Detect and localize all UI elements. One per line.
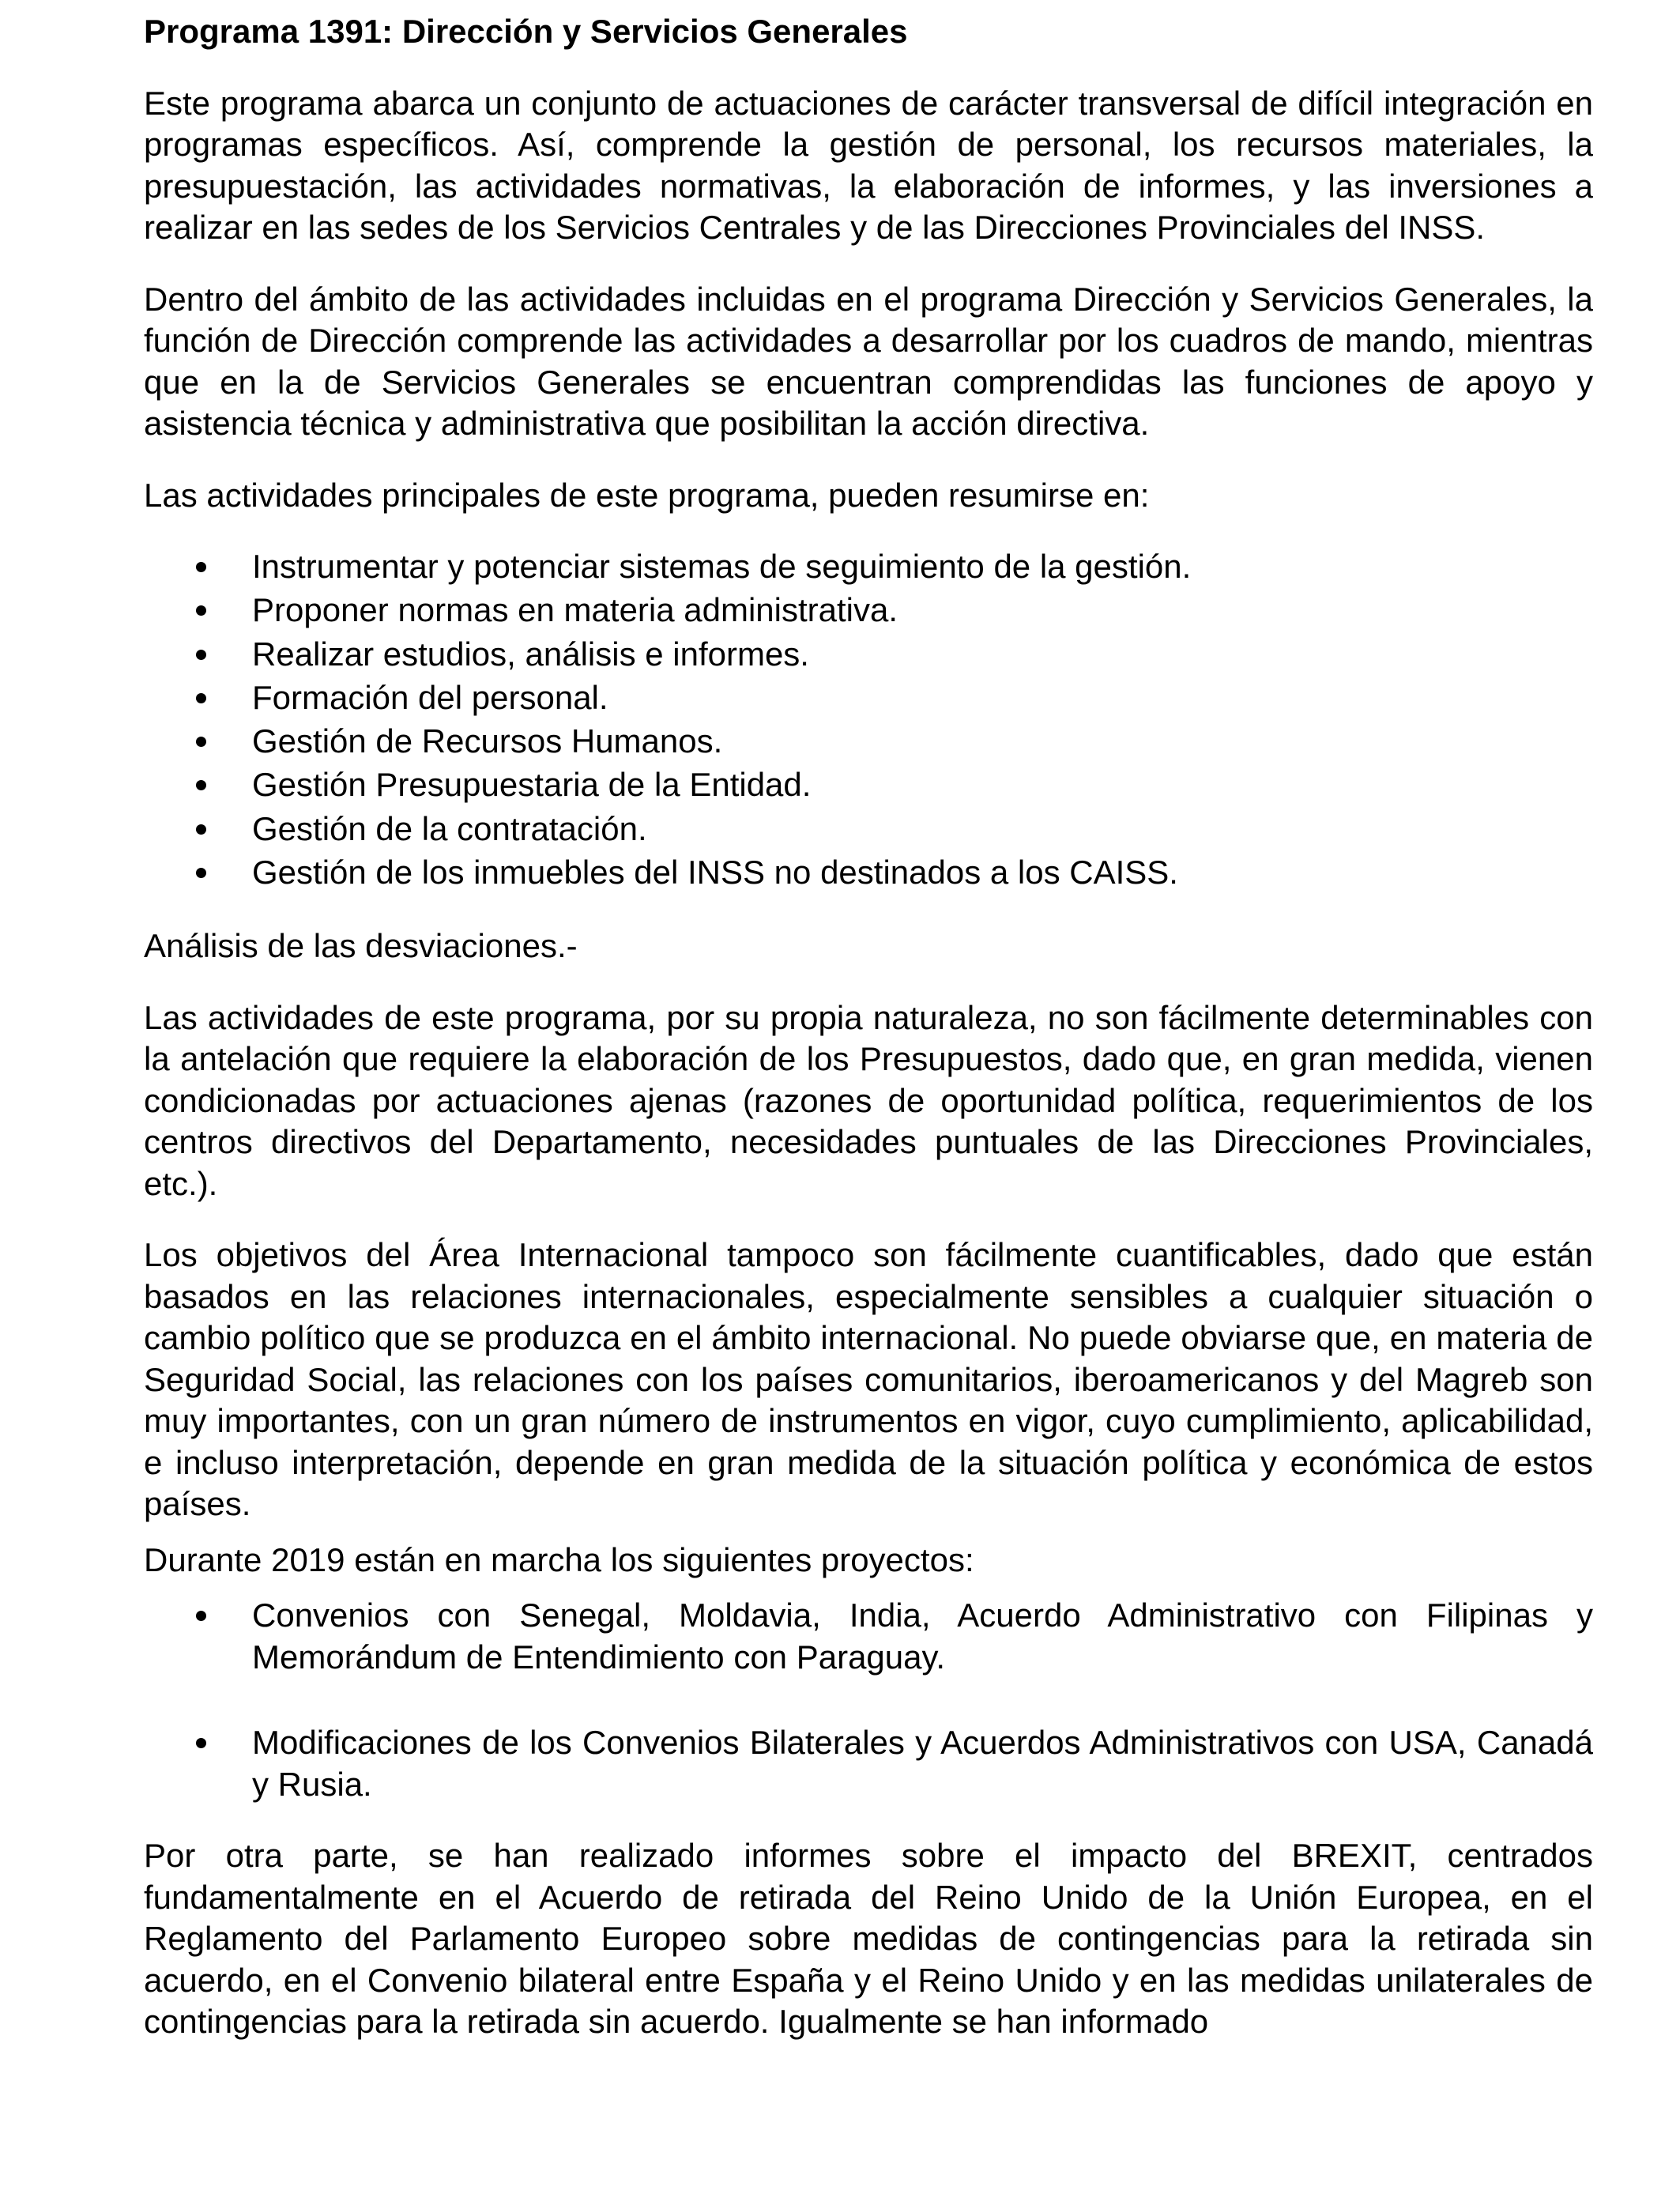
bullet-icon [196, 605, 206, 616]
brexit-paragraph: Por otra parte, se han realizado informes sobre el impacto del BREXIT, centrados fundamentalmente en el Acuerdo de retirada del Reino Unido de la Unión Europea, en el Reglamento del Parlamento Europeo sobre medidas de contingencias para la retirada sin acuerdo, en el Convenio bilateral entre España y el Reino Unido y en las medidas unilaterales de contingencias para la retirada sin acuerdo. Igualmente se han informado [144, 1837, 1593, 2041]
page-title: Programa 1391: Dirección y Servicios Generales [144, 13, 908, 50]
deviations-paragraph: Las actividades de este programa, por su propia naturaleza, no son fácilmente determinables con la antelación que requiere la elaboración de los Presupuestos, dado que, en gran medida, vienen condicionadas por actuaciones ajenas (razones de oportunidad política, requerimientos de los centros directivos del Departamento, necesidades puntuales de las Direcciones Provinciales, etc.). [144, 998, 1593, 1202]
list-item: Instrumentar y potenciar sistemas de seguimiento de la gestión. [144, 546, 1593, 590]
bullet-icon [196, 1738, 206, 1748]
bullet-icon [196, 824, 206, 835]
international-paragraph: Los objetivos del Área Internacional tampoco son fácilmente cuantificables, dado que están basados en las relaciones internacionales, especialmente sensibles a cualquier situación o cambio político que se produzca en el ámbito internacional. No puede obviarse que, en materia de Seguridad Social, las relaciones con los países comunitarios, iberoamericanos y del Magreb son muy importantes, con un gran número de instrumentos en vigor, cuyo cumplimiento, aplicabilidad, e incluso interpretación, depende en gran medida de la situación política y económica de estos países. [144, 1236, 1593, 1523]
document-page [144, 11, 1593, 2073]
bullet-icon [196, 562, 206, 572]
list-item: Modificaciones de los Convenios Bilaterales y Acuerdos Administrativos con USA, Canadá y Rusia. [144, 1722, 1593, 1805]
list-item: Proponer normas en materia administrativa. [144, 590, 1593, 633]
bullet-icon [196, 780, 206, 790]
scope-paragraph: Dentro del ámbito de las actividades incluidas en el programa Dirección y Servicios Generales, la función de Dirección comprende las actividades a desarrollar por los cuadros de mando, mientras que en la de Servicios Generales se encuentran comprendidas las funciones de apoyo y asistencia técnica y administrativa que posibilitan la acción directiva. [144, 280, 1593, 442]
bullet-icon [196, 1611, 206, 1621]
bullet-icon [196, 693, 206, 703]
list-item: Formación del personal. [144, 677, 1593, 721]
bullet-icon [196, 650, 206, 660]
bullet-icon [196, 737, 206, 747]
list-item: Gestión de los inmuebles del INSS no destinados a los CAISS. [144, 852, 1593, 895]
projects-intro: Durante 2019 están en marcha los siguientes proyectos: [144, 1540, 974, 1578]
list-item: Gestión de Recursos Humanos. [144, 721, 1593, 764]
activities-list [144, 546, 1593, 895]
deviations-heading: Análisis de las desviaciones.- [144, 927, 578, 965]
activities-intro: Las actividades principales de este programa, pueden resumirse en: [144, 476, 1150, 514]
list-item: Gestión Presupuestaria de la Entidad. [144, 764, 1593, 808]
projects-list [144, 1595, 1593, 1805]
list-item: Realizar estudios, análisis e informes. [144, 634, 1593, 677]
list-item: Gestión de la contratación. [144, 809, 1593, 852]
intro-paragraph: Este programa abarca un conjunto de actuaciones de carácter transversal de difícil integración en programas específicos. Así, comprende la gestión de personal, los recursos materiales, la presupuestación, las actividades normativas, la elaboración de informes, y las inversiones a realizar en las sedes de los Servicios Centrales y de las Direcciones Provinciales del INSS. [144, 84, 1593, 246]
bullet-icon [196, 868, 206, 878]
list-item: Convenios con Senegal, Moldavia, India, Acuerdo Administrativo con Filipinas y Memorándum de Entendimiento con Paraguay. [144, 1595, 1593, 1678]
